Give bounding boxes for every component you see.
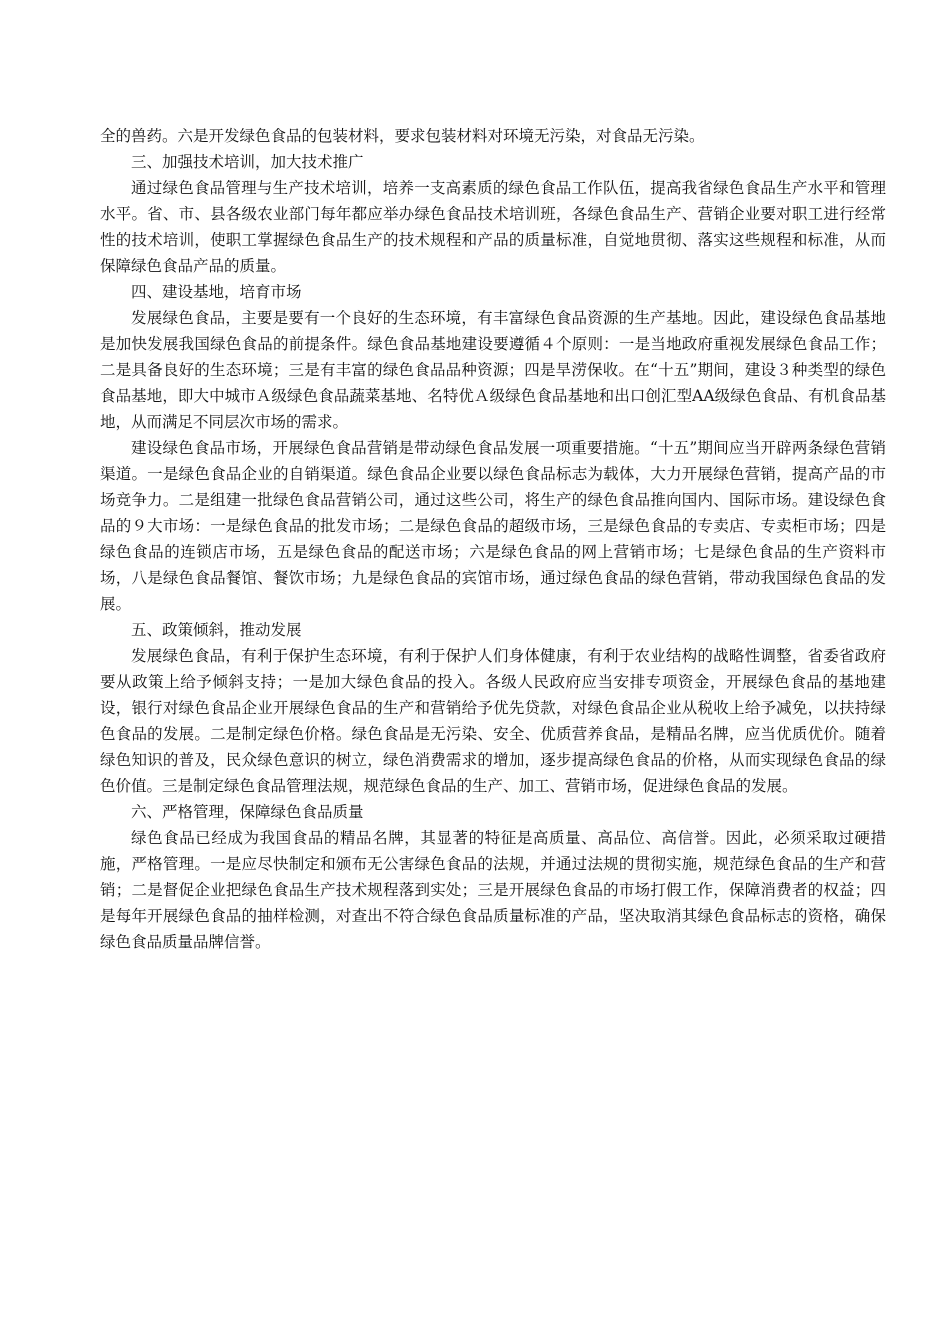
section-heading-6: 六、严格管理，保障绿色食品质量 (131, 803, 364, 821)
section-heading-5: 五、政策倾斜，推动发展 (131, 621, 302, 639)
paragraph-base-building: 发展绿色食品，主要是要有一个良好的生态环境，有丰富绿色食品资源的生产基地。因此，建设绿色食品基地是加快发展我国绿色食品的前提条件。绿色食品基地建设要遵循４个原则：一是当地政府重视发展绿色食品工作；二是具备良好的生态环境；三是有丰富的绿色食品品种资源；四是旱涝保收。在“十五”期间，建设３种类型的绿色食品基地，即大中城市Ａ级绿色食品蔬菜基地、名特优Ａ级绿色食品基地和出口创汇型AA级绿色食品、有机食品基地，从而满足不同层次市场的需求。 (100, 309, 886, 431)
section-heading-4: 四、建设基地，培育市场 (131, 283, 302, 301)
paragraph-training: 通过绿色食品管理与生产技术培训，培养一支高素质的绿色食品工作队伍，提高我省绿色食品生产水平和管理水平。省、市、县各级农业部门每年都应举办绿色食品技术培训班，各绿色食品生产、营销企业要对职工进行经常性的技术培训，使职工掌握绿色食品生产的技术规程和产品的质量标准，自觉地贯彻、落实这些规程和标准，从而保障绿色食品产品的质量。 (100, 179, 886, 275)
paragraph-market-building: 建设绿色食品市场，开展绿色食品营销是带动绿色食品发展一项重要措施。“十五”期间应当开辟两条绿色营销渠道。一是绿色食品企业的自销渠道。绿色食品企业要以绿色食品标志为载体，大力开展绿色营销，提高产品的市场竞争力。二是组建一批绿色食品营销公司，通过这些公司，将生产的绿色食品推向国内、国际市场。建设绿色食品的９大市场：一是绿色食品的批发市场；二是绿色食品的超级市场，三是绿色食品的专卖店、专卖柜市场；四是绿色食品的连锁店市场，五是绿色食品的配送市场；六是绿色食品的网上营销市场；七是绿色食品的生产资料市场，八是绿色食品餐馆、餐饮市场；九是绿色食品的宾馆市场，通过绿色食品的绿色营销，带动我国绿色食品的发展。 (100, 439, 886, 613)
document-page (100, 123, 886, 955)
section-heading-3: 三、加强技术培训，加大技术推广 (131, 153, 364, 171)
paragraph-policy: 发展绿色食品，有利于保护生态环境，有利于保护人们身体健康，有利于农业结构的战略性调整，省委省政府要从政策上给予倾斜支持；一是加大绿色食品的投入。各级人民政府应当安排专项资金，开展绿色食品的基地建设，银行对绿色食品企业开展绿色食品的生产和营销给予优先贷款，对绿色食品企业从税收上给予减免，以扶持绿色食品的发展。二是制定绿色价格。绿色食品是无污染、安全、优质营养食品，是精品名牌，应当优质优价。随着绿色知识的普及，民众绿色意识的树立，绿色消费需求的增加，逐步提高绿色食品的价格，从而实现绿色食品的绿色价值。三是制定绿色食品管理法规，规范绿色食品的生产、加工、营销市场，促进绿色食品的发展。 (100, 647, 886, 795)
paragraph-continuation: 全的兽药。六是开发绿色食品的包装材料，要求包装材料对环境无污染，对食品无污染。 (100, 127, 705, 145)
paragraph-management: 绿色食品已经成为我国食品的精品名牌，其显著的特征是高质量、高品位、高信誉。因此，必须采取过硬措施，严格管理。一是应尽快制定和颁布无公害绿色食品的法规，并通过法规的贯彻实施，规范绿色食品的生产和营销；二是督促企业把绿色食品生产技术规程落到实处；三是开展绿色食品的市场打假工作，保障消费者的权益；四是每年开展绿色食品的抽样检测，对查出不符合绿色食品质量标准的产品，坚决取消其绿色食品标志的资格，确保绿色食品质量品牌信誉。 (100, 829, 886, 951)
